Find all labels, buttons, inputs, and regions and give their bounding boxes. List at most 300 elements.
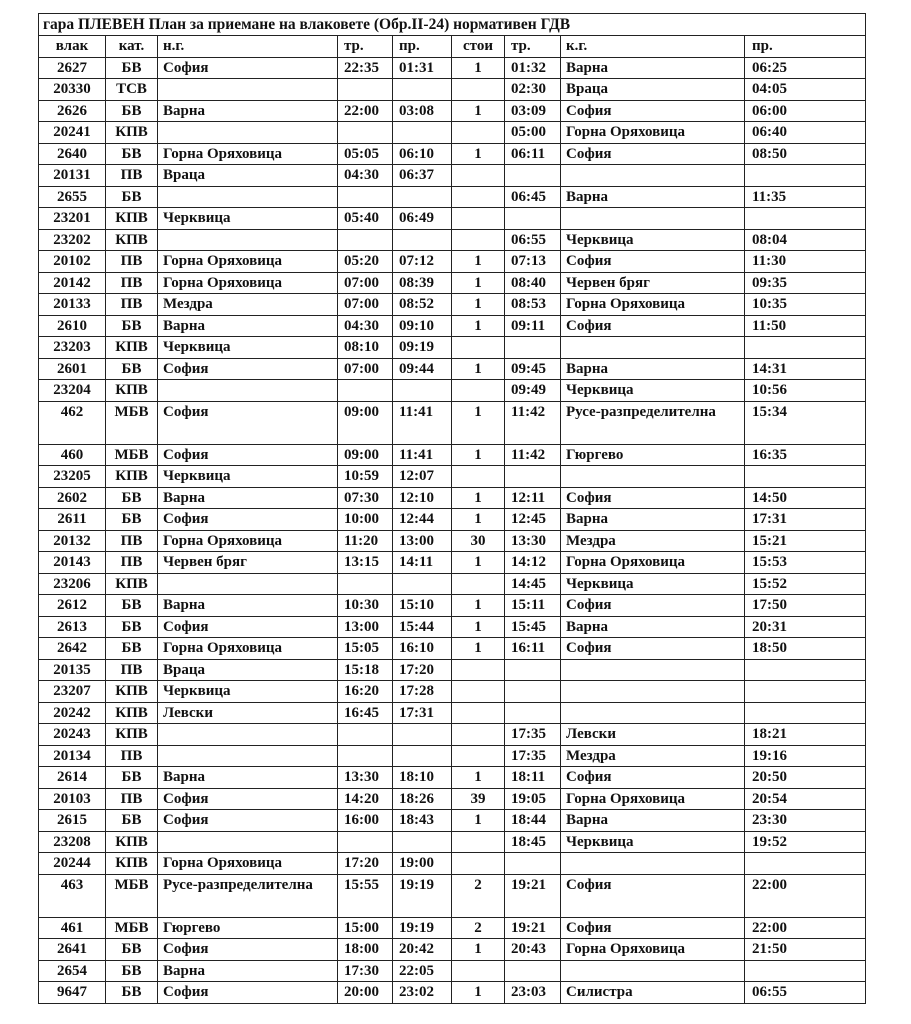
table-row bbox=[39, 100, 866, 122]
train-number-cell: 9647 bbox=[39, 982, 106, 1004]
stop-duration-cell bbox=[452, 186, 505, 208]
departure-time-cell bbox=[505, 853, 561, 875]
departure-time-cell: 11:42 bbox=[505, 401, 561, 444]
stop-duration-cell: 1 bbox=[452, 315, 505, 337]
destination-station-cell bbox=[561, 681, 745, 703]
category-cell: ПВ bbox=[106, 272, 158, 294]
origin-station-cell: София bbox=[158, 444, 338, 466]
destination-arrival-cell: 11:35 bbox=[745, 186, 866, 208]
origin-departure-cell: 16:45 bbox=[338, 702, 393, 724]
stop-duration-cell: 1 bbox=[452, 57, 505, 79]
destination-station-cell: Варна bbox=[561, 509, 745, 531]
destination-arrival-cell: 20:54 bbox=[745, 788, 866, 810]
train-number-cell: 2610 bbox=[39, 315, 106, 337]
origin-departure-cell: 13:15 bbox=[338, 552, 393, 574]
destination-arrival-cell: 15:21 bbox=[745, 530, 866, 552]
arrival-time-cell: 09:19 bbox=[393, 337, 452, 359]
destination-arrival-cell: 22:00 bbox=[745, 917, 866, 939]
origin-departure-cell: 08:10 bbox=[338, 337, 393, 359]
category-cell: КПВ bbox=[106, 573, 158, 595]
table-row bbox=[39, 315, 866, 337]
stop-duration-cell: 1 bbox=[452, 767, 505, 789]
destination-arrival-cell: 06:40 bbox=[745, 122, 866, 144]
train-number-cell: 23206 bbox=[39, 573, 106, 595]
train-number-cell: 461 bbox=[39, 917, 106, 939]
table-row bbox=[39, 939, 866, 961]
category-cell: КПВ bbox=[106, 466, 158, 488]
origin-station-cell bbox=[158, 831, 338, 853]
departure-time-cell: 02:30 bbox=[505, 79, 561, 101]
departure-time-cell: 12:11 bbox=[505, 487, 561, 509]
stop-duration-cell bbox=[452, 659, 505, 681]
origin-station-cell: Варна bbox=[158, 960, 338, 982]
arrival-time-cell: 19:19 bbox=[393, 874, 452, 917]
destination-station-cell: Левски bbox=[561, 724, 745, 746]
category-cell: ПВ bbox=[106, 294, 158, 316]
category-cell: БВ bbox=[106, 100, 158, 122]
departure-time-cell: 23:03 bbox=[505, 982, 561, 1004]
page-title: гара ПЛЕВЕН План за приемане на влаковете (Обр.II-24) нормативен ГДВ bbox=[39, 14, 866, 36]
origin-departure-cell: 05:40 bbox=[338, 208, 393, 230]
stop-duration-cell bbox=[452, 573, 505, 595]
origin-departure-cell bbox=[338, 573, 393, 595]
stop-duration-cell bbox=[452, 122, 505, 144]
stop-duration-cell bbox=[452, 831, 505, 853]
train-number-cell: 23207 bbox=[39, 681, 106, 703]
destination-arrival-cell: 20:50 bbox=[745, 767, 866, 789]
departure-time-cell: 06:45 bbox=[505, 186, 561, 208]
departure-time-cell bbox=[505, 702, 561, 724]
table-row bbox=[39, 337, 866, 359]
origin-station-cell: София bbox=[158, 401, 338, 444]
destination-arrival-cell bbox=[745, 702, 866, 724]
destination-station-cell bbox=[561, 853, 745, 875]
destination-station-cell: Русе-разпределителна bbox=[561, 401, 745, 444]
train-number-cell: 20142 bbox=[39, 272, 106, 294]
departure-time-cell: 19:21 bbox=[505, 874, 561, 917]
destination-station-cell: София bbox=[561, 100, 745, 122]
arrival-time-cell: 12:07 bbox=[393, 466, 452, 488]
table-row bbox=[39, 745, 866, 767]
origin-departure-cell: 05:05 bbox=[338, 143, 393, 165]
table-row bbox=[39, 294, 866, 316]
origin-departure-cell: 16:00 bbox=[338, 810, 393, 832]
destination-arrival-cell: 16:35 bbox=[745, 444, 866, 466]
destination-station-cell: София bbox=[561, 874, 745, 917]
arrival-time-cell: 17:28 bbox=[393, 681, 452, 703]
origin-station-cell: София bbox=[158, 509, 338, 531]
destination-station-cell: София bbox=[561, 595, 745, 617]
origin-departure-cell: 17:20 bbox=[338, 853, 393, 875]
departure-time-cell bbox=[505, 681, 561, 703]
departure-time-cell: 14:12 bbox=[505, 552, 561, 574]
stop-duration-cell: 1 bbox=[452, 552, 505, 574]
header-arrival: пр. bbox=[393, 36, 452, 58]
stop-duration-cell: 1 bbox=[452, 358, 505, 380]
destination-arrival-cell: 15:52 bbox=[745, 573, 866, 595]
origin-departure-cell: 13:30 bbox=[338, 767, 393, 789]
table-row bbox=[39, 466, 866, 488]
origin-station-cell: Варна bbox=[158, 595, 338, 617]
origin-departure-cell: 16:20 bbox=[338, 681, 393, 703]
train-number-cell: 20330 bbox=[39, 79, 106, 101]
origin-departure-cell: 22:35 bbox=[338, 57, 393, 79]
header-train: влак bbox=[39, 36, 106, 58]
origin-station-cell bbox=[158, 229, 338, 251]
train-schedule-table bbox=[38, 13, 866, 1004]
origin-departure-cell: 11:20 bbox=[338, 530, 393, 552]
origin-station-cell: Гюргево bbox=[158, 917, 338, 939]
table-row bbox=[39, 767, 866, 789]
train-number-cell: 20102 bbox=[39, 251, 106, 273]
arrival-time-cell: 13:00 bbox=[393, 530, 452, 552]
stop-duration-cell bbox=[452, 229, 505, 251]
destination-arrival-cell bbox=[745, 208, 866, 230]
arrival-time-cell: 19:19 bbox=[393, 917, 452, 939]
arrival-time-cell bbox=[393, 122, 452, 144]
table-row bbox=[39, 788, 866, 810]
category-cell: БВ bbox=[106, 358, 158, 380]
table-row bbox=[39, 530, 866, 552]
table-row bbox=[39, 702, 866, 724]
arrival-time-cell: 15:44 bbox=[393, 616, 452, 638]
stop-duration-cell: 2 bbox=[452, 874, 505, 917]
train-number-cell: 2641 bbox=[39, 939, 106, 961]
departure-time-cell: 15:45 bbox=[505, 616, 561, 638]
table-row bbox=[39, 444, 866, 466]
train-number-cell: 460 bbox=[39, 444, 106, 466]
origin-station-cell: Горна Оряховица bbox=[158, 272, 338, 294]
table-row bbox=[39, 401, 866, 444]
destination-station-cell: Гюргево bbox=[561, 444, 745, 466]
destination-station-cell: Горна Оряховица bbox=[561, 294, 745, 316]
destination-station-cell: Черквица bbox=[561, 831, 745, 853]
origin-departure-cell: 07:00 bbox=[338, 358, 393, 380]
departure-time-cell: 15:11 bbox=[505, 595, 561, 617]
stop-duration-cell bbox=[452, 208, 505, 230]
destination-arrival-cell bbox=[745, 681, 866, 703]
departure-time-cell: 14:45 bbox=[505, 573, 561, 595]
origin-departure-cell: 09:00 bbox=[338, 401, 393, 444]
origin-departure-cell bbox=[338, 79, 393, 101]
stop-duration-cell: 1 bbox=[452, 294, 505, 316]
stop-duration-cell bbox=[452, 681, 505, 703]
destination-arrival-cell: 20:31 bbox=[745, 616, 866, 638]
departure-time-cell: 06:11 bbox=[505, 143, 561, 165]
arrival-time-cell: 16:10 bbox=[393, 638, 452, 660]
arrival-time-cell: 06:10 bbox=[393, 143, 452, 165]
stop-duration-cell: 1 bbox=[452, 100, 505, 122]
train-number-cell: 20132 bbox=[39, 530, 106, 552]
origin-departure-cell: 18:00 bbox=[338, 939, 393, 961]
origin-departure-cell bbox=[338, 186, 393, 208]
table-row bbox=[39, 57, 866, 79]
train-number-cell: 2601 bbox=[39, 358, 106, 380]
destination-arrival-cell: 17:31 bbox=[745, 509, 866, 531]
stop-duration-cell bbox=[452, 466, 505, 488]
destination-arrival-cell: 06:00 bbox=[745, 100, 866, 122]
origin-station-cell: Мездра bbox=[158, 294, 338, 316]
table-row bbox=[39, 810, 866, 832]
header-origin: н.г. bbox=[158, 36, 338, 58]
destination-station-cell: София bbox=[561, 251, 745, 273]
schedule-body bbox=[39, 57, 866, 1003]
table-row bbox=[39, 659, 866, 681]
departure-time-cell: 08:53 bbox=[505, 294, 561, 316]
arrival-time-cell: 01:31 bbox=[393, 57, 452, 79]
origin-station-cell: Варна bbox=[158, 100, 338, 122]
arrival-time-cell bbox=[393, 831, 452, 853]
arrival-time-cell: 11:41 bbox=[393, 401, 452, 444]
destination-station-cell bbox=[561, 208, 745, 230]
train-number-cell: 20103 bbox=[39, 788, 106, 810]
origin-departure-cell: 10:30 bbox=[338, 595, 393, 617]
train-number-cell: 2611 bbox=[39, 509, 106, 531]
train-number-cell: 23205 bbox=[39, 466, 106, 488]
destination-arrival-cell: 15:53 bbox=[745, 552, 866, 574]
arrival-time-cell bbox=[393, 573, 452, 595]
origin-departure-cell: 07:00 bbox=[338, 272, 393, 294]
origin-station-cell: Черквица bbox=[158, 337, 338, 359]
train-number-cell: 2654 bbox=[39, 960, 106, 982]
origin-station-cell bbox=[158, 122, 338, 144]
category-cell: КПВ bbox=[106, 702, 158, 724]
stop-duration-cell: 1 bbox=[452, 251, 505, 273]
arrival-time-cell: 20:42 bbox=[393, 939, 452, 961]
origin-departure-cell: 07:00 bbox=[338, 294, 393, 316]
train-number-cell: 2614 bbox=[39, 767, 106, 789]
departure-time-cell: 03:09 bbox=[505, 100, 561, 122]
destination-station-cell: Варна bbox=[561, 358, 745, 380]
destination-arrival-cell bbox=[745, 853, 866, 875]
destination-arrival-cell: 04:05 bbox=[745, 79, 866, 101]
destination-arrival-cell: 06:25 bbox=[745, 57, 866, 79]
origin-departure-cell: 04:30 bbox=[338, 315, 393, 337]
destination-arrival-cell: 23:30 bbox=[745, 810, 866, 832]
destination-arrival-cell: 19:16 bbox=[745, 745, 866, 767]
departure-time-cell: 16:11 bbox=[505, 638, 561, 660]
category-cell: МБВ bbox=[106, 444, 158, 466]
category-cell: ПВ bbox=[106, 530, 158, 552]
destination-station-cell: Силистра bbox=[561, 982, 745, 1004]
stop-duration-cell bbox=[452, 380, 505, 402]
destination-station-cell: Мездра bbox=[561, 745, 745, 767]
destination-arrival-cell: 06:55 bbox=[745, 982, 866, 1004]
arrival-time-cell bbox=[393, 724, 452, 746]
destination-arrival-cell: 11:30 bbox=[745, 251, 866, 273]
category-cell: КПВ bbox=[106, 681, 158, 703]
origin-station-cell: София bbox=[158, 358, 338, 380]
departure-time-cell: 19:21 bbox=[505, 917, 561, 939]
category-cell: БВ bbox=[106, 143, 158, 165]
table-row bbox=[39, 982, 866, 1004]
origin-station-cell: Червен бряг bbox=[158, 552, 338, 574]
table-row bbox=[39, 208, 866, 230]
arrival-time-cell: 08:39 bbox=[393, 272, 452, 294]
destination-station-cell: Горна Оряховица bbox=[561, 552, 745, 574]
train-number-cell: 2627 bbox=[39, 57, 106, 79]
origin-departure-cell: 15:55 bbox=[338, 874, 393, 917]
train-number-cell: 2612 bbox=[39, 595, 106, 617]
departure-time-cell: 07:13 bbox=[505, 251, 561, 273]
origin-station-cell: Горна Оряховица bbox=[158, 853, 338, 875]
origin-departure-cell: 04:30 bbox=[338, 165, 393, 187]
arrival-time-cell: 06:49 bbox=[393, 208, 452, 230]
destination-station-cell: София bbox=[561, 917, 745, 939]
destination-station-cell: Горна Оряховица bbox=[561, 788, 745, 810]
origin-station-cell bbox=[158, 724, 338, 746]
origin-station-cell: Русе-разпределителна bbox=[158, 874, 338, 917]
origin-station-cell bbox=[158, 745, 338, 767]
destination-arrival-cell: 21:50 bbox=[745, 939, 866, 961]
departure-time-cell bbox=[505, 165, 561, 187]
category-cell: БВ bbox=[106, 186, 158, 208]
arrival-time-cell: 18:10 bbox=[393, 767, 452, 789]
train-number-cell: 463 bbox=[39, 874, 106, 917]
destination-arrival-cell: 11:50 bbox=[745, 315, 866, 337]
train-number-cell: 20143 bbox=[39, 552, 106, 574]
category-cell: ПВ bbox=[106, 251, 158, 273]
arrival-time-cell bbox=[393, 79, 452, 101]
category-cell: ПВ bbox=[106, 552, 158, 574]
train-number-cell: 2655 bbox=[39, 186, 106, 208]
departure-time-cell: 17:35 bbox=[505, 745, 561, 767]
destination-station-cell: София bbox=[561, 487, 745, 509]
origin-station-cell: София bbox=[158, 788, 338, 810]
origin-station-cell: Горна Оряховица bbox=[158, 638, 338, 660]
origin-station-cell: Горна Оряховица bbox=[158, 530, 338, 552]
destination-station-cell: Мездра bbox=[561, 530, 745, 552]
category-cell: МБВ bbox=[106, 917, 158, 939]
train-number-cell: 462 bbox=[39, 401, 106, 444]
arrival-time-cell bbox=[393, 380, 452, 402]
stop-duration-cell bbox=[452, 960, 505, 982]
origin-departure-cell: 13:00 bbox=[338, 616, 393, 638]
stop-duration-cell: 1 bbox=[452, 638, 505, 660]
destination-station-cell: Черквица bbox=[561, 229, 745, 251]
arrival-time-cell: 07:12 bbox=[393, 251, 452, 273]
stop-duration-cell: 1 bbox=[452, 939, 505, 961]
train-number-cell: 2613 bbox=[39, 616, 106, 638]
category-cell: КПВ bbox=[106, 853, 158, 875]
category-cell: ПВ bbox=[106, 659, 158, 681]
destination-station-cell bbox=[561, 960, 745, 982]
arrival-time-cell: 15:10 bbox=[393, 595, 452, 617]
stop-duration-cell bbox=[452, 724, 505, 746]
destination-station-cell: Горна Оряховица bbox=[561, 939, 745, 961]
train-number-cell: 2615 bbox=[39, 810, 106, 832]
arrival-time-cell: 14:11 bbox=[393, 552, 452, 574]
category-cell: БВ bbox=[106, 595, 158, 617]
departure-time-cell: 12:45 bbox=[505, 509, 561, 531]
departure-time-cell bbox=[505, 466, 561, 488]
header-category: кат. bbox=[106, 36, 158, 58]
category-cell: КПВ bbox=[106, 380, 158, 402]
stop-duration-cell: 1 bbox=[452, 982, 505, 1004]
arrival-time-cell bbox=[393, 229, 452, 251]
destination-arrival-cell bbox=[745, 466, 866, 488]
destination-arrival-cell bbox=[745, 960, 866, 982]
train-number-cell: 20134 bbox=[39, 745, 106, 767]
category-cell: БВ bbox=[106, 939, 158, 961]
destination-arrival-cell: 08:04 bbox=[745, 229, 866, 251]
table-row bbox=[39, 552, 866, 574]
table-row bbox=[39, 616, 866, 638]
origin-departure-cell: 15:05 bbox=[338, 638, 393, 660]
destination-station-cell bbox=[561, 337, 745, 359]
origin-departure-cell: 09:00 bbox=[338, 444, 393, 466]
train-number-cell: 20241 bbox=[39, 122, 106, 144]
origin-departure-cell: 22:00 bbox=[338, 100, 393, 122]
destination-arrival-cell bbox=[745, 337, 866, 359]
destination-station-cell: Черквица bbox=[561, 573, 745, 595]
origin-station-cell: Враца bbox=[158, 659, 338, 681]
train-number-cell: 20135 bbox=[39, 659, 106, 681]
departure-time-cell bbox=[505, 337, 561, 359]
train-number-cell: 20243 bbox=[39, 724, 106, 746]
table-row bbox=[39, 186, 866, 208]
table-row bbox=[39, 79, 866, 101]
category-cell: БВ bbox=[106, 315, 158, 337]
origin-station-cell: Черквица bbox=[158, 208, 338, 230]
table-row bbox=[39, 595, 866, 617]
departure-time-cell bbox=[505, 208, 561, 230]
arrival-time-cell: 03:08 bbox=[393, 100, 452, 122]
departure-time-cell: 20:43 bbox=[505, 939, 561, 961]
departure-time-cell bbox=[505, 659, 561, 681]
origin-departure-cell bbox=[338, 831, 393, 853]
category-cell: КПВ bbox=[106, 724, 158, 746]
arrival-time-cell: 09:44 bbox=[393, 358, 452, 380]
origin-departure-cell: 15:00 bbox=[338, 917, 393, 939]
destination-arrival-cell bbox=[745, 165, 866, 187]
train-number-cell: 23203 bbox=[39, 337, 106, 359]
origin-station-cell: Левски bbox=[158, 702, 338, 724]
destination-arrival-cell: 19:52 bbox=[745, 831, 866, 853]
destination-station-cell: Варна bbox=[561, 186, 745, 208]
origin-departure-cell: 20:00 bbox=[338, 982, 393, 1004]
category-cell: БВ bbox=[106, 810, 158, 832]
destination-station-cell: Варна bbox=[561, 57, 745, 79]
train-number-cell: 23208 bbox=[39, 831, 106, 853]
origin-station-cell: Варна bbox=[158, 487, 338, 509]
origin-station-cell: София bbox=[158, 57, 338, 79]
departure-time-cell: 18:11 bbox=[505, 767, 561, 789]
table-row bbox=[39, 638, 866, 660]
train-number-cell: 20133 bbox=[39, 294, 106, 316]
stop-duration-cell bbox=[452, 165, 505, 187]
train-number-cell: 2626 bbox=[39, 100, 106, 122]
category-cell: ТСВ bbox=[106, 79, 158, 101]
category-cell: КПВ bbox=[106, 831, 158, 853]
table-row bbox=[39, 165, 866, 187]
table-row bbox=[39, 681, 866, 703]
category-cell: КПВ bbox=[106, 337, 158, 359]
category-cell: БВ bbox=[106, 767, 158, 789]
destination-station-cell: Червен бряг bbox=[561, 272, 745, 294]
origin-station-cell: Горна Оряховица bbox=[158, 251, 338, 273]
origin-departure-cell bbox=[338, 229, 393, 251]
origin-departure-cell: 07:30 bbox=[338, 487, 393, 509]
header-row bbox=[39, 36, 866, 58]
origin-departure-cell: 05:20 bbox=[338, 251, 393, 273]
destination-station-cell: Варна bbox=[561, 810, 745, 832]
category-cell: МБВ bbox=[106, 874, 158, 917]
category-cell: БВ bbox=[106, 960, 158, 982]
category-cell: БВ bbox=[106, 982, 158, 1004]
header-origin-departure: тр. bbox=[338, 36, 393, 58]
destination-station-cell: Горна Оряховица bbox=[561, 122, 745, 144]
